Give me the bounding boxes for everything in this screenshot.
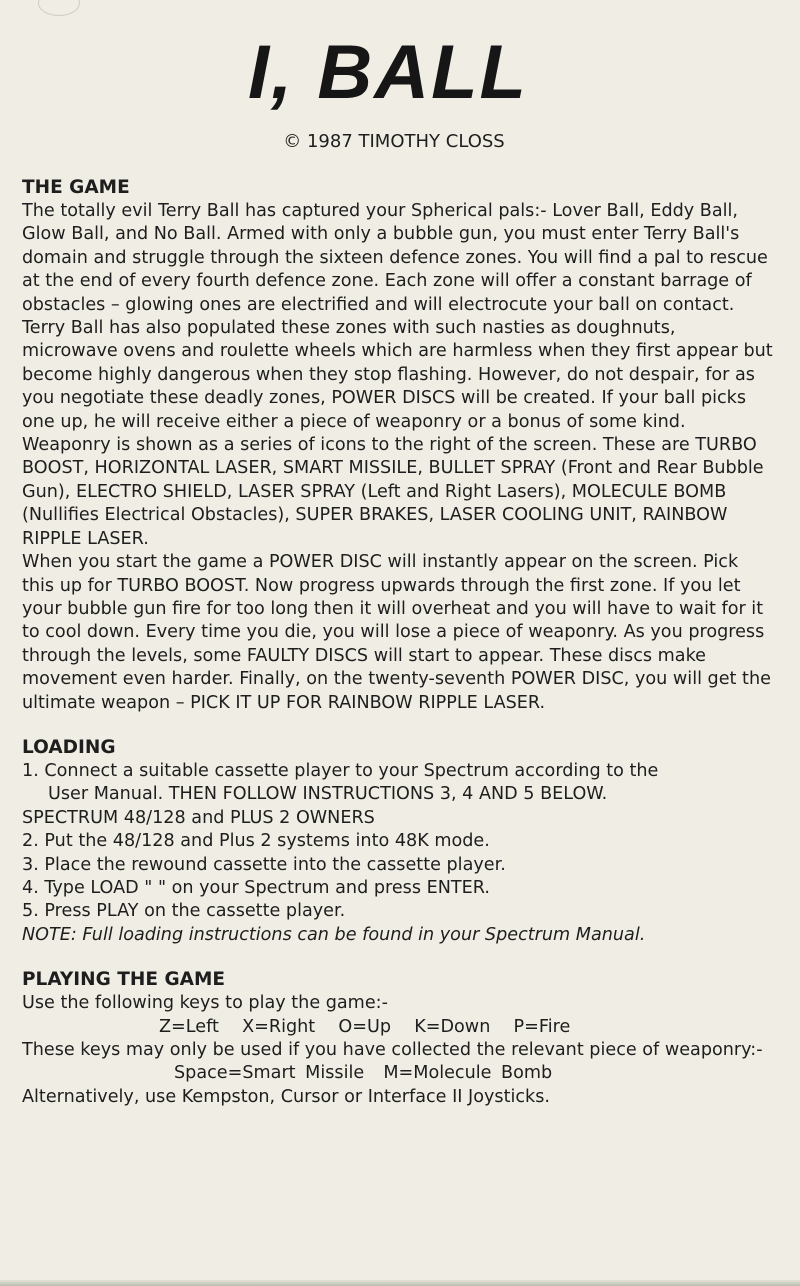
playing-section bbox=[22, 968, 774, 1109]
joysticks-line: Alternatively, use Kempston, Cursor or Interface II Joysticks. bbox=[22, 1086, 550, 1107]
loading-steps-list bbox=[22, 830, 774, 924]
loading-step-3: 3. Place the rewound cassette into the cassette player. bbox=[22, 854, 506, 875]
loading-step-2: 2. Put the 48/128 and Plus 2 systems into 48K mode. bbox=[22, 831, 490, 852]
loading-step-5: 5. Press PLAY on the cassette player. bbox=[22, 901, 346, 922]
bottom-edge bbox=[0, 1280, 800, 1286]
the-game-section bbox=[22, 176, 774, 715]
loading-step-1: 1. Connect a suitable cassette player to your Spectrum according to the bbox=[22, 760, 659, 781]
the-game-paragraph-1: The totally evil Terry Ball has captured your Spherical pals:- Lover Ball, Eddy Ball, Glow Ball, and No Ball. Armed with only a bubble gun, you must enter Terry Ball's domain and struggle through the sixteen defence zones. You will find a pal to rescue at the end of every fourth defence zone. Each zone will offer a constant barrage of obstacles – glowing ones are electrified and will electrocute your ball on contact. Terry Ball has also populated these zones with such nasties as doughnuts, microwave ovens and roulette wheels which are harmless when they first appear but become highly dangerous when they stop flashing. However, do not despair, for as you negotiate these deadly zones, POWER DISCS will be created. If your ball picks one up, he will receive either a piece of weaponry or a bonus of some kind. Weaponry is shown as a series of icons to the right of the screen. These are TURBO BOOST, HORIZONTAL LASER, SMART MISSILE, BULLET SPRAY (Front and Rear Bubble Gun), ELECTRO SHIELD, LASER SPRAY (Left and Right Lasers), MOLECULE BOMB (Nullifies Electrical Obstacles), SUPER BRAKES, LASER COOLING UNIT, RAINBOW RIPPLE LASER. bbox=[22, 201, 773, 549]
copyright-line: © 1987 TIMOTHY CLOSS bbox=[283, 131, 505, 152]
playing-intro: Use the following keys to play the game:- bbox=[22, 993, 388, 1014]
loading-section bbox=[22, 736, 774, 947]
control-keys: Z=Left X=Right O=Up K=Down P=Fire bbox=[159, 1016, 571, 1037]
loading-heading: LOADING bbox=[22, 736, 116, 758]
weapon-keys-intro: These keys may only be used if you have collected the relevant piece of weaponry:- bbox=[22, 1040, 763, 1060]
the-game-paragraph-2: When you start the game a POWER DISC will instantly appear on the screen. Pick this up for TURBO BOOST. Now progress upwards through the first zone. If you let your bubble gun fire for too long then it will overheat and you will have to wait for it to cool down. Every time you die, you will lose a piece of weaponry. As you progress through the levels, some FAULTY DISCS will start to appear. These discs make movement even harder. Finally, on the twenty-seventh POWER DISC, you will get the ultimate weapon – PICK IT UP FOR RAINBOW RIPPLE LASER. bbox=[22, 552, 771, 713]
weapon-keys: Space=Smart Missile M=Molecule Bomb bbox=[174, 1063, 553, 1084]
corner-mark bbox=[38, 0, 80, 16]
the-game-heading: THE GAME bbox=[22, 177, 130, 198]
loading-step-1-continued: User Manual. THEN FOLLOW INSTRUCTIONS 3, 4 AND 5 BELOW. bbox=[48, 784, 608, 805]
loading-owners-line: SPECTRUM 48/128 and PLUS 2 OWNERS bbox=[22, 807, 375, 828]
game-title: I, BALL bbox=[248, 30, 528, 115]
instructions-body bbox=[22, 176, 774, 1109]
playing-heading: PLAYING THE GAME bbox=[22, 969, 226, 991]
loading-note: NOTE: Full loading instructions can be found in your Spectrum Manual. bbox=[22, 924, 646, 945]
loading-step-4: 4. Type LOAD " " on your Spectrum and press ENTER. bbox=[22, 877, 490, 898]
